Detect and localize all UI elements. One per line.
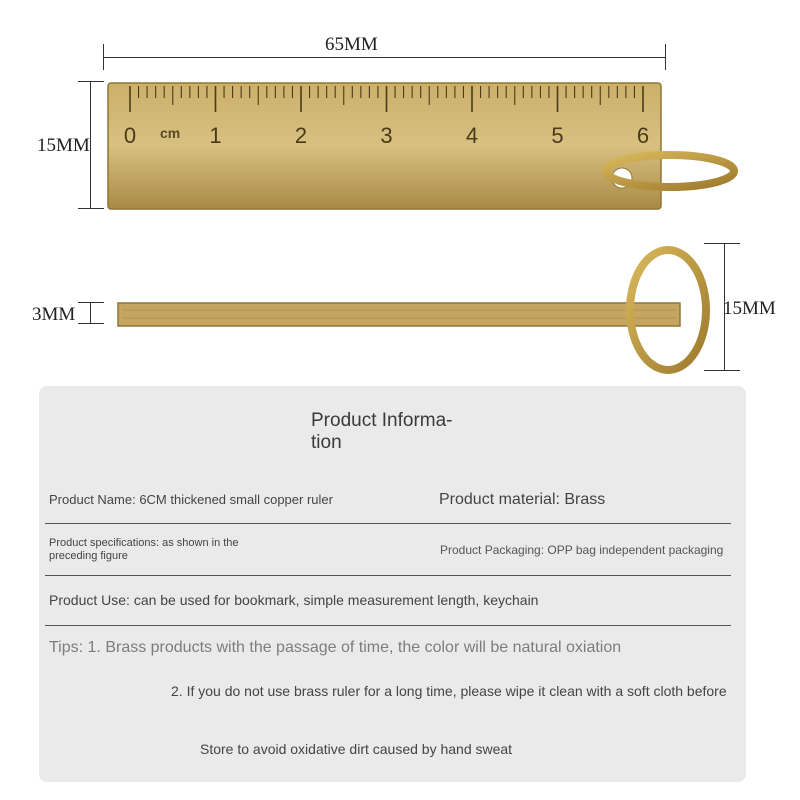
length-dimension-tick-left [103,44,104,70]
panel-title-text: Product Informa- tion [311,410,453,453]
ruler-top-view [100,75,740,220]
ruler-number: 6 [636,123,650,148]
ruler-number: 5 [551,123,564,148]
panel-title [311,410,501,454]
length-dimension-line [103,57,666,58]
thickness-dimension-label: 3MM [32,304,76,325]
ruler-number: 3 [380,123,393,148]
thickness-dimension-line [90,302,91,324]
tip-line-3: Store to avoid oxidative dirt caused by hand sweat [200,741,513,757]
separator-1 [45,523,731,524]
thickness-dimension-tick-top [78,302,104,303]
separator-3 [45,625,731,626]
ruler-number: 4 [465,123,479,148]
thickness-dimension-tick-bottom [78,323,104,324]
separator-2 [45,575,731,576]
length-dimension-label: 65MM [325,34,378,55]
product-specifications: Product specifications: as shown in the preceding figure [49,537,239,562]
ring-dimension-tick-bottom [704,370,740,371]
product-name: Product Name: 6CM thickened small copper ruler [49,492,333,507]
ruler-number: 2 [294,123,308,148]
width-dimension-line [90,81,91,209]
product-material: Product material: Brass [439,491,606,508]
ruler-side-view [110,240,730,380]
tip-line-2: 2. If you do not use brass ruler for a long time, please wipe it clean with a soft cloth before [171,683,727,699]
product-packaging: Product Packaging: OPP bag independent packaging [440,543,724,557]
ruler-number: 0 [123,123,137,148]
product-use: Product Use: can be used for bookmark, simple measurement length, keychain [49,592,539,608]
ruler-edge [118,303,680,326]
length-dimension-tick-right [665,44,666,70]
ring-dimension-tick-top [704,243,740,244]
width-dimension-label: 15MM [37,135,90,156]
product-info-panel [39,386,746,782]
ruler-unit-label: cm [160,125,181,141]
tip-line-1: Tips: 1. Brass products with the passage of time, the color will be natural oxiation [49,639,622,656]
ring-dimension-label: 15MM [723,298,776,319]
ruler-number: 1 [209,123,222,148]
